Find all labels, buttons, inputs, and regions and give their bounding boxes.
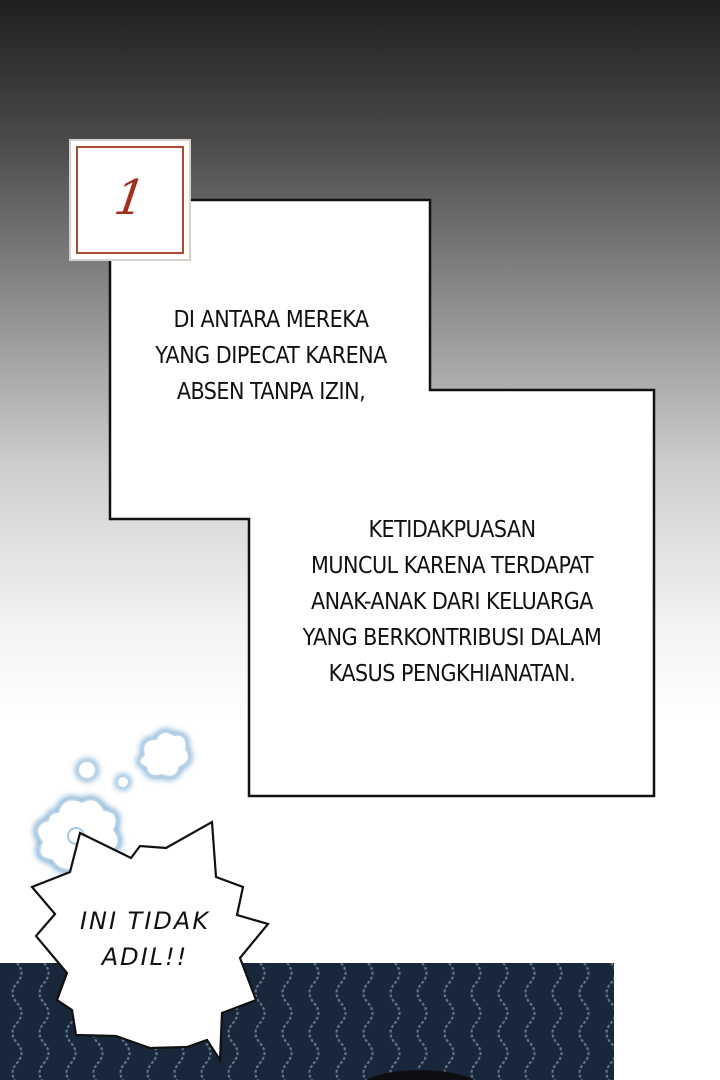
caption-line: YANG BERKONTRIBUSI DALAM <box>302 625 602 651</box>
speech-line: ADIL!! <box>101 943 189 971</box>
caption-line: DI ANTARA MEREKA <box>173 307 369 333</box>
caption-line: KETIDAKPUASAN <box>368 517 536 543</box>
speech-line: INI TIDAK <box>79 907 211 935</box>
caption-line: ANAK-ANAK DARI KELUARGA <box>311 589 593 615</box>
caption-text-1 <box>118 302 424 410</box>
speech-bubble-text <box>70 903 220 975</box>
caption-line: KASUS PENGKHIANATAN. <box>328 661 576 687</box>
panel-number-badge <box>69 139 191 261</box>
panel-number-frame <box>76 146 184 254</box>
caption-text-2 <box>258 512 646 692</box>
panel-number: 1 <box>110 170 150 226</box>
caption-line: MUNCUL KARENA TERDAPAT <box>311 553 593 579</box>
caption-line: ABSEN TANPA IZIN, <box>176 379 366 405</box>
caption-line: YANG DIPECAT KARENA <box>155 343 387 369</box>
